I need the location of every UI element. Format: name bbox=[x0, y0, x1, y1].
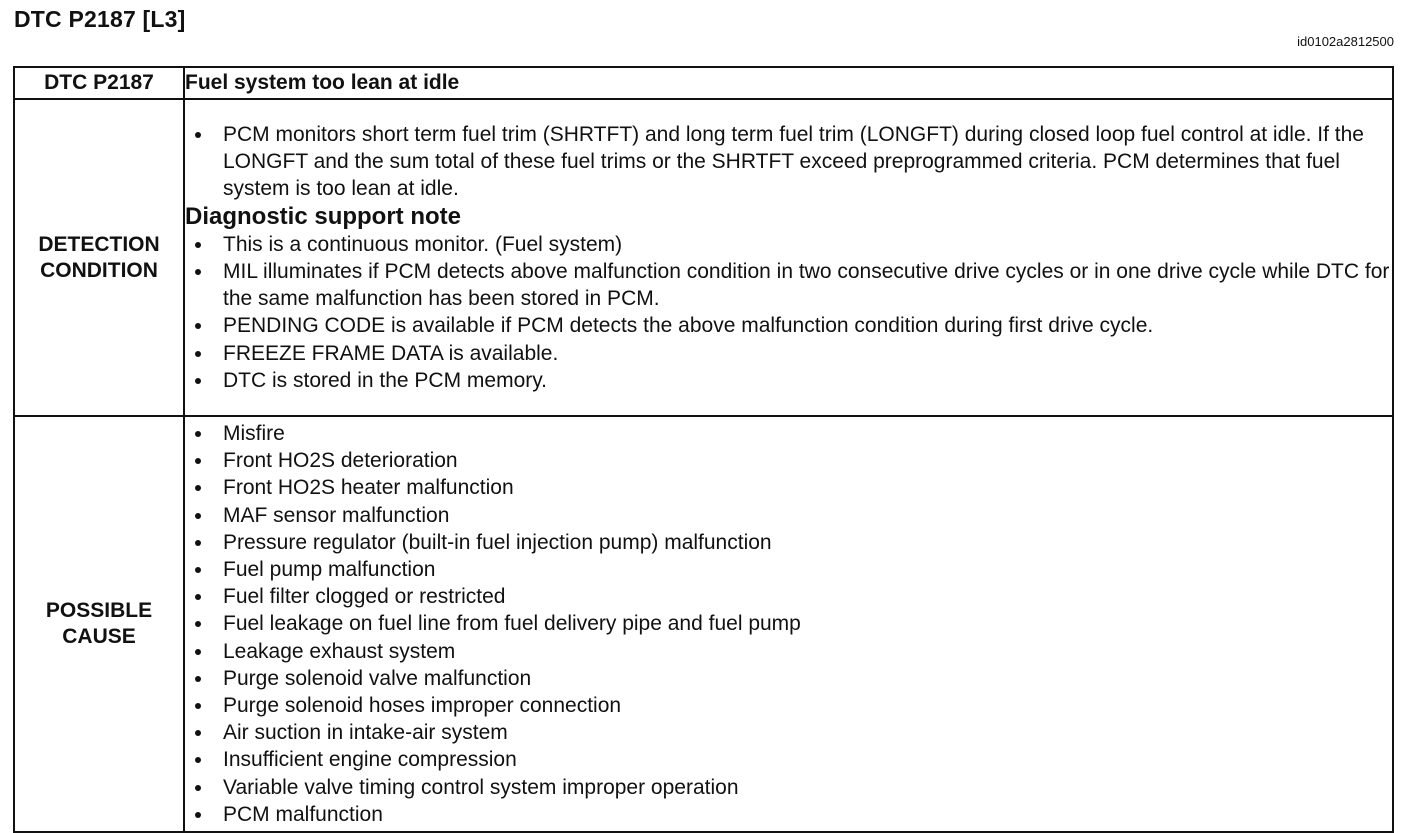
list-item: Front HO2S deterioration bbox=[185, 447, 1392, 474]
detection-condition-content bbox=[184, 99, 1393, 416]
list-item: PCM monitors short term fuel trim (SHRTFT) and long term fuel trim (LONGFT) during closed loop fuel control at idle. If the LONGFT and the sum total of these fuel trims or the SHRTFT exceed preprogrammed criteria. PCM determines that fuel system is too lean at idle. bbox=[185, 121, 1392, 203]
list-item: DTC is stored in the PCM memory. bbox=[185, 367, 1392, 394]
possible-cause-content bbox=[184, 416, 1393, 832]
list-item: MIL illuminates if PCM detects above malfunction condition in two consecutive drive cycles or in one drive cycle while DTC for the same malfunction has been stored in PCM. bbox=[185, 258, 1392, 312]
possible-cause-row bbox=[14, 416, 1393, 832]
detection-condition-row bbox=[14, 99, 1393, 416]
list-item: Purge solenoid valve malfunction bbox=[185, 665, 1392, 692]
cause-label-line2: CAUSE bbox=[62, 625, 136, 648]
list-item: PCM malfunction bbox=[185, 801, 1392, 828]
detection-list bbox=[185, 121, 1392, 203]
list-item: Variable valve timing control system improper operation bbox=[185, 774, 1392, 801]
table-header-row bbox=[14, 67, 1393, 99]
possible-cause-list bbox=[185, 420, 1392, 828]
detection-label-line2: CONDITION bbox=[40, 258, 158, 282]
detection-label-line1: DETECTION bbox=[38, 232, 160, 256]
detection-condition-label bbox=[14, 99, 184, 416]
diagnostic-note-heading: Diagnostic support note bbox=[185, 202, 461, 230]
list-item: Pressure regulator (built-in fuel injection pump) malfunction bbox=[185, 529, 1392, 556]
list-item: Leakage exhaust system bbox=[185, 638, 1392, 665]
list-item: MAF sensor malfunction bbox=[185, 502, 1392, 529]
page-title: DTC P2187 [L3] bbox=[14, 6, 186, 32]
list-item: Purge solenoid hoses improper connection bbox=[185, 692, 1392, 719]
list-item: This is a continuous monitor. (Fuel system) bbox=[185, 231, 1392, 258]
list-item: Air suction in intake-air system bbox=[185, 719, 1392, 746]
list-item: Fuel leakage on fuel line from fuel delivery pipe and fuel pump bbox=[185, 610, 1392, 637]
list-item: Front HO2S heater malfunction bbox=[185, 474, 1392, 501]
cause-label-line1: POSSIBLE bbox=[45, 599, 153, 622]
dtc-code-cell: DTC P2187 bbox=[14, 67, 184, 99]
list-item: Insufficient engine compression bbox=[185, 746, 1392, 773]
list-item: PENDING CODE is available if PCM detects the above malfunction condition during first drive cycle. bbox=[185, 312, 1392, 339]
dtc-table bbox=[13, 66, 1394, 833]
list-item: Fuel filter clogged or restricted bbox=[185, 583, 1392, 610]
list-item: Fuel pump malfunction bbox=[185, 556, 1392, 583]
list-item: Misfire bbox=[185, 420, 1392, 447]
possible-cause-label bbox=[14, 416, 184, 832]
list-item: FREEZE FRAME DATA is available. bbox=[185, 340, 1392, 367]
document-id: id0102a2812500 bbox=[1297, 34, 1394, 49]
diagnostic-note-list bbox=[185, 231, 1392, 394]
dtc-description-cell: Fuel system too lean at idle bbox=[184, 67, 1393, 99]
